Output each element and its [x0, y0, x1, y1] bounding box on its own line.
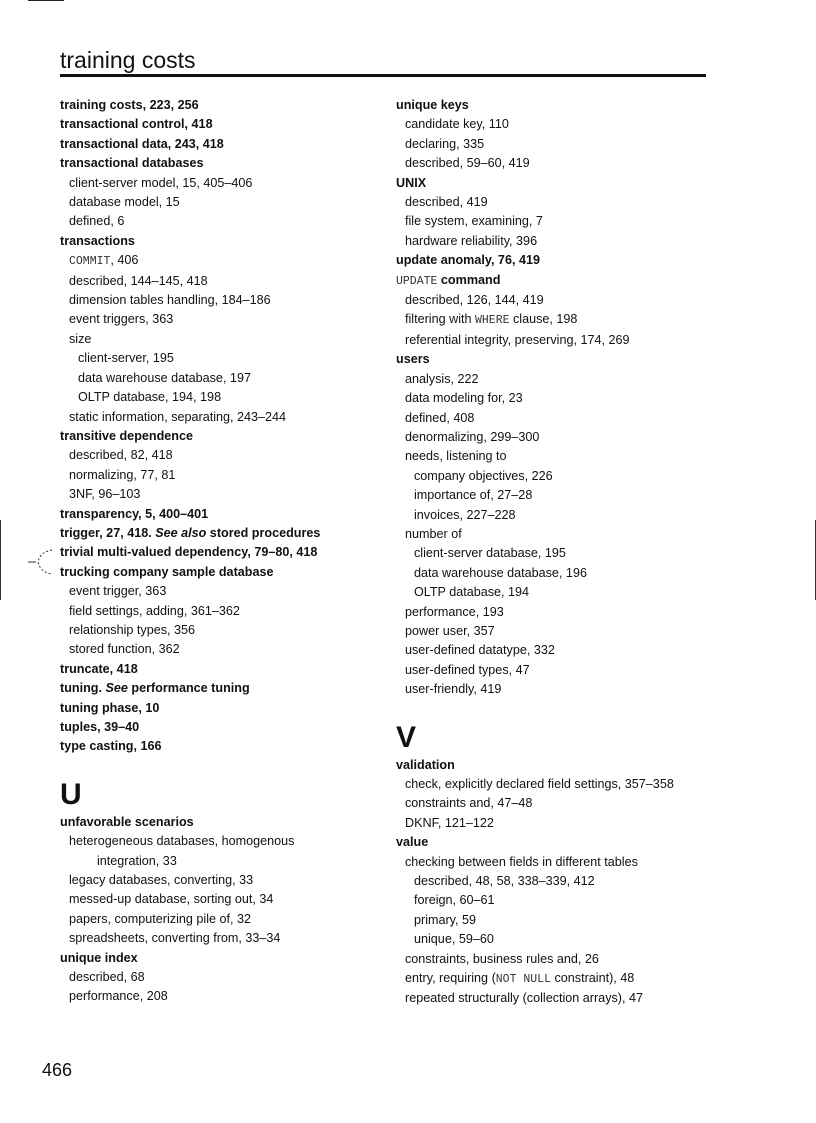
- index-subentry: user-defined types, 47: [405, 662, 530, 677]
- index-subentry: [60, 251, 380, 271]
- index-entry: validation: [396, 757, 455, 772]
- index-subentry: described, 144–145, 418: [69, 273, 208, 288]
- section-letter-u: U: [60, 777, 82, 811]
- entry-text: trigger, 27, 418.: [60, 525, 156, 540]
- index-entry: tuples, 39–40: [60, 720, 140, 734]
- index-entry: [60, 679, 380, 698]
- index-subentry: event trigger, 363: [69, 584, 167, 599]
- corner-crop-line: [28, 0, 64, 1]
- entry-text: command: [437, 272, 501, 287]
- index-subentry: hardware reliability, 396: [405, 233, 538, 248]
- index-subentry: file system, examining, 7: [405, 214, 543, 229]
- index-entry: unique index: [60, 950, 138, 965]
- index-entry: trucking company sample database: [60, 564, 274, 579]
- index-subentry: described, 419: [405, 195, 488, 210]
- index-entry: unique keys: [396, 98, 469, 112]
- index-subentry: candidate key, 110: [405, 117, 509, 132]
- index-subentry: performance, 208: [69, 989, 168, 1004]
- index-subentry: size: [69, 331, 92, 346]
- cross-ref: stored procedures: [206, 525, 321, 540]
- index-subsubentry: data warehouse database, 197: [78, 370, 251, 385]
- index-subentry: number of: [405, 526, 462, 541]
- index-subsubentry: OLTP database, 194, 198: [78, 390, 222, 405]
- page-ref: , 406: [110, 253, 139, 268]
- cross-ref: performance tuning: [127, 681, 250, 696]
- index-column-right: [396, 96, 716, 1009]
- index-entry: users: [396, 352, 430, 367]
- index-subentry: normalizing, 77, 81: [69, 467, 176, 482]
- index-entry: trivial multi-valued dependency, 79–80, 418: [60, 545, 318, 560]
- index-entry: value: [396, 835, 429, 850]
- index-subentry: described, 68: [69, 970, 145, 985]
- index-subentry: needs, listening to: [405, 449, 507, 464]
- index-subsubentry: primary, 59: [414, 912, 477, 927]
- index-subentry: spreadsheets, converting from, 33–34: [69, 931, 281, 946]
- index-entry: training costs, 223, 256: [60, 98, 199, 112]
- index-subentry: checking between fields in different tables: [405, 854, 638, 869]
- index-subentry: check, explicitly declared field settings, 357–358: [405, 777, 674, 791]
- index-subentry: declaring, 335: [405, 136, 485, 151]
- index-subentry: analysis, 222: [405, 371, 479, 386]
- code-term: UPDATE: [396, 274, 438, 288]
- index-subentry: constraints and, 47–48: [405, 796, 533, 811]
- index-subentry: DKNF, 121–122: [405, 815, 494, 830]
- index-subsubentry: data warehouse database, 196: [414, 565, 587, 580]
- index-entry: unfavorable scenarios: [60, 814, 194, 829]
- entry-text: tuning.: [60, 681, 106, 696]
- index-subentry: stored function, 362: [69, 642, 180, 657]
- index-subsubentry: OLTP database, 194: [414, 585, 530, 600]
- index-subentry: described, 59–60, 419: [405, 156, 530, 171]
- index-entry: truncate, 418: [60, 661, 138, 676]
- index-subsubentry: foreign, 60–61: [414, 893, 495, 908]
- index-subsubentry: client-server database, 195: [414, 546, 566, 561]
- index-subentry: described, 82, 418: [69, 448, 173, 463]
- index-subentry: described, 126, 144, 419: [405, 293, 544, 308]
- see-also-label: See also: [155, 525, 207, 540]
- index-subentry: denormalizing, 299–300: [405, 429, 540, 444]
- index-subentry: performance, 193: [405, 604, 504, 619]
- entry-text: filtering with: [405, 312, 475, 327]
- index-subentry: static information, separating, 243–244: [69, 409, 287, 424]
- index-subentry: defined, 408: [405, 410, 475, 425]
- index-subentry: referential integrity, preserving, 174, 269: [405, 332, 630, 347]
- code-term: COMMIT: [69, 255, 111, 269]
- index-subentry: client-server model, 15, 405–406: [69, 175, 253, 190]
- index-subsubentry: invoices, 227–228: [414, 507, 516, 522]
- left-edge-line: [0, 520, 1, 600]
- binding-hole-mark: [0, 548, 62, 576]
- index-subentry: data modeling for, 23: [405, 391, 523, 406]
- index-entry: transparency, 5, 400–401: [60, 506, 209, 521]
- index-entry: tuning phase, 10: [60, 700, 160, 715]
- index-entry: transactions: [60, 233, 135, 248]
- index-subentry: event triggers, 363: [69, 312, 174, 327]
- index-entry: type casting, 166: [60, 739, 162, 754]
- index-subentry: legacy databases, converting, 33: [69, 873, 254, 888]
- index-subentry: relationship types, 356: [69, 622, 196, 637]
- index-subsubentry: client-server, 195: [78, 351, 174, 366]
- entry-text: clause, 198: [509, 312, 578, 327]
- page-number: 466: [42, 1060, 73, 1080]
- index-subentry: database model, 15: [69, 195, 180, 210]
- section-letter-v: V: [396, 720, 417, 754]
- index-subentry: user-defined datatype, 332: [405, 643, 555, 658]
- see-label: See: [105, 681, 128, 696]
- index-subsubentry: importance of, 27–28: [414, 488, 533, 503]
- index-subentry: defined, 6: [69, 214, 125, 229]
- index-subentry: user-friendly, 419: [405, 682, 502, 697]
- index-subentry: [396, 310, 716, 330]
- index-subentry: dimension tables handling, 184–186: [69, 293, 271, 308]
- page-title: training costs: [60, 46, 706, 77]
- index-subentry: power user, 357: [405, 623, 495, 638]
- code-term: WHERE: [475, 314, 510, 328]
- index-subentry: repeated structurally (collection arrays), 47: [405, 991, 643, 1006]
- index-entry: transactional data, 243, 418: [60, 136, 224, 151]
- index-entry: transactional control, 418: [60, 117, 213, 132]
- index-subentry-continued: integration, 33: [97, 853, 177, 868]
- index-subentry: field settings, adding, 361–362: [69, 603, 240, 618]
- index-subentry: messed-up database, sorting out, 34: [69, 892, 274, 907]
- index-subsubentry: unique, 59–60: [414, 932, 494, 947]
- index-entry: update anomaly, 76, 419: [396, 253, 540, 268]
- index-entry: transitive dependence: [60, 428, 193, 443]
- index-subentry: 3NF, 96–103: [69, 487, 141, 502]
- entry-text: entry, requiring (: [405, 971, 496, 986]
- index-entry: [396, 271, 716, 291]
- index-entry: [60, 524, 380, 543]
- index-subentry: constraints, business rules and, 26: [405, 951, 599, 966]
- code-term: NOT NULL: [495, 973, 551, 987]
- index-entry: transactional databases: [60, 156, 204, 171]
- index-column-left: [60, 96, 380, 1007]
- index-subentry: heterogeneous databases, homogenous: [69, 834, 295, 849]
- entry-text: constraint), 48: [550, 971, 635, 986]
- index-subentry: papers, computerizing pile of, 32: [69, 911, 252, 926]
- index-subsubentry: described, 48, 58, 338–339, 412: [414, 874, 595, 889]
- index-subsubentry: company objectives, 226: [414, 468, 553, 483]
- index-subentry: [396, 969, 716, 989]
- index-entry: UNIX: [396, 175, 427, 190]
